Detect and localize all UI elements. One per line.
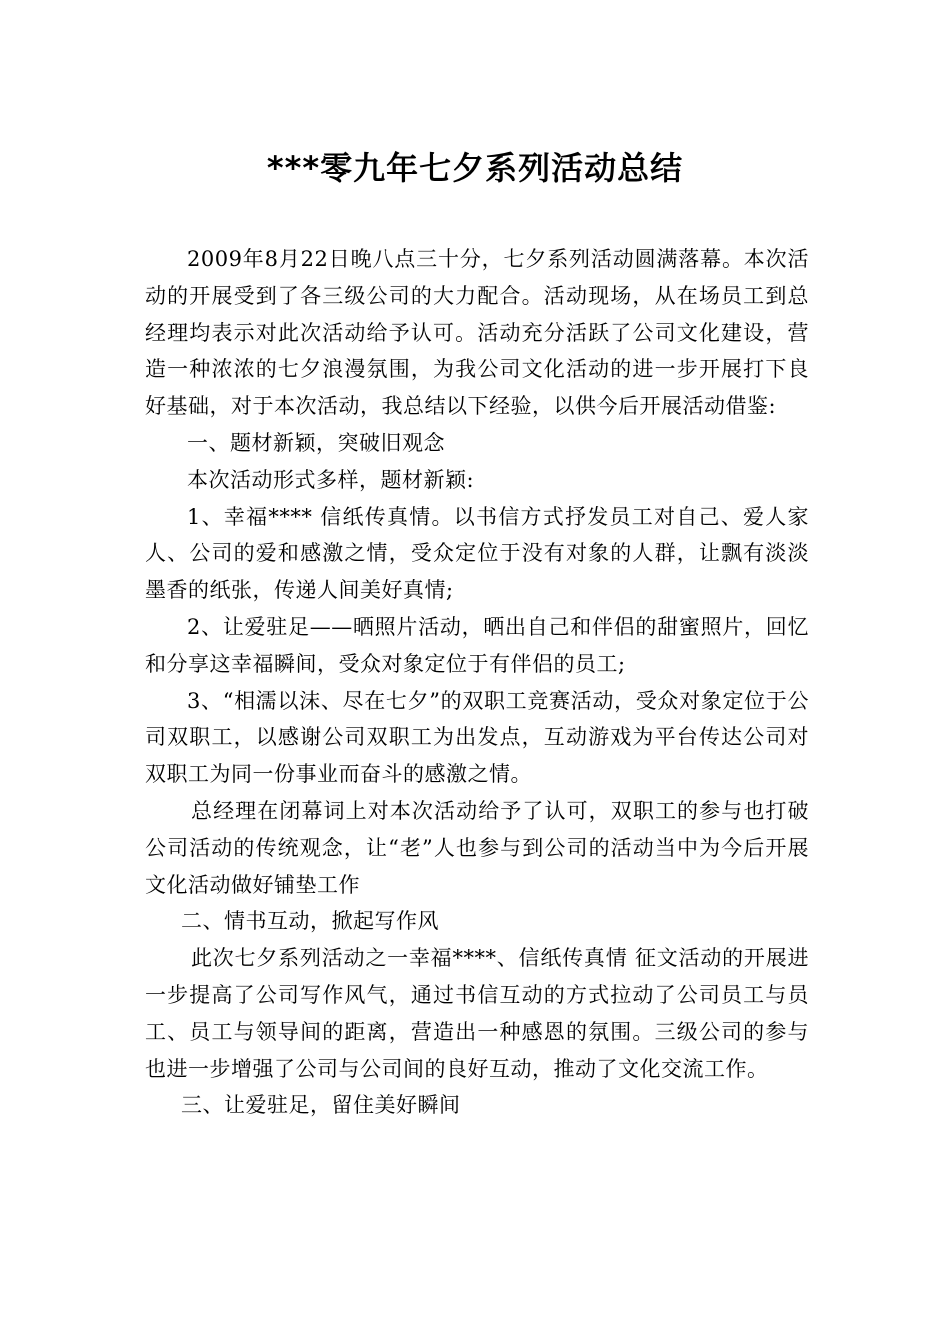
section-heading-1: 一、题材新颖，突破旧观念 [187, 430, 445, 455]
section-heading-2: 二、情书互动，掀起写作风 [181, 909, 439, 934]
list-item-1: 1、幸福**** 信纸传真情。以书信方式抒发员工对自己、爱人家人、公司的爱和感激之情，受众定位于没有对象的人群，让飘有淡淡墨香的纸张，传递人间美好真情; [145, 504, 809, 603]
section-2-paragraph: 此次七夕系列活动之一幸福****、信纸传真情 征文活动的开展进一步提高了公司写作风气，通过书信互动的方式拉动了公司员工与员工、员工与领导间的距离，营造出一种感恩的氛围。三级公司的参与也进一步增强了公司与公司间的良好互动，推动了文化交流工作。 [145, 946, 809, 1081]
section-heading-3: 三、让爱驻足，留住美好瞬间 [181, 1093, 461, 1118]
document-body [145, 241, 809, 1124]
list-item-2: 2、让爱驻足——晒照片活动，晒出自己和伴侣的甜蜜照片，回忆和分享这幸福瞬间，受众对象定位于有伴侣的员工; [145, 614, 809, 676]
intro-paragraph: 2009年8月22日晚八点三十分，七夕系列活动圆满落幕。本次活动的开展受到了各三级公司的大力配合。活动现场，从在场员工到总经理均表示对此次活动给予认可。活动充分活跃了公司文化建设，营造一种浓浓的七夕浪漫氛围，为我公司文化活动的进一步开展打下良好基础，对于本次活动，我总结以下经验，以供今后开展活动借鉴: [145, 247, 809, 419]
section-1-intro: 本次活动形式多样，题材新颖: [187, 467, 475, 492]
document-title: ***零九年七夕系列活动总结 [266, 149, 684, 187]
list-item-3: 3、“相濡以沫、尽在七夕”的双职工竞赛活动，受众对象定位于公司双职工，以感谢公司双职工为出发点，互动游戏为平台传达公司对双职工为同一份事业而奋斗的感激之情。 [145, 688, 809, 787]
section-1-conclusion: 总经理在闭幕词上对本次活动给予了认可，双职工的参与也打破公司活动的传统观念，让“老”人也参与到公司的活动当中为今后开展文化活动做好铺垫工作 [145, 798, 809, 897]
